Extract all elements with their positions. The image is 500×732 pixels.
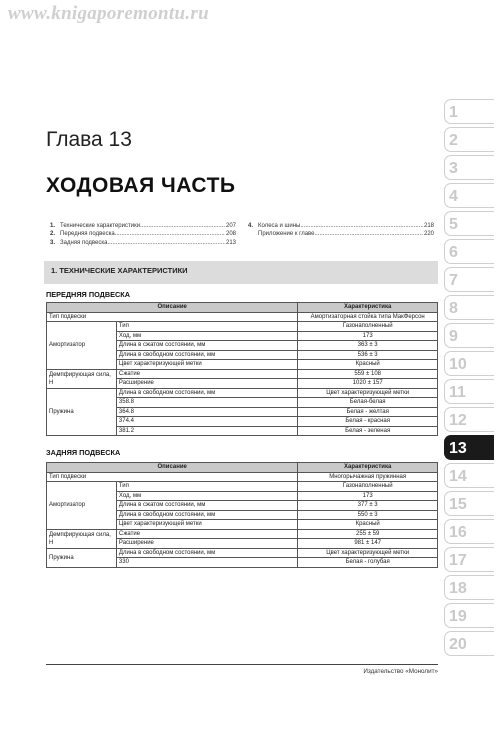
table-row: [47, 322, 438, 332]
table-row: [47, 548, 438, 558]
table-cell-desc: Сжатие: [116, 529, 297, 539]
chapter-tab-10[interactable]: 10: [444, 351, 494, 376]
section-header-bar: [44, 261, 438, 284]
table-cell-value: 363 ± 3: [298, 341, 438, 351]
table-cell-value: 550 ± 3: [298, 510, 438, 520]
section-title: 1. ТЕХНИЧЕСКИЕ ХАРАКТЕРИСТИКИ: [51, 266, 188, 275]
watermark-text: www.knigaporemontu.ru: [8, 3, 209, 24]
table-cell-value: 981 ± 147: [298, 539, 438, 549]
chapter-tab-18[interactable]: 18: [444, 575, 494, 600]
chapter-tab-11[interactable]: 11: [444, 379, 494, 404]
chapter-tab-9[interactable]: 9: [444, 323, 494, 348]
toc-number: 3.: [50, 239, 56, 246]
rear-suspension-table: [46, 462, 438, 568]
front-suspension-table: [46, 302, 438, 436]
toc-label: Технические характеристики: [60, 223, 141, 229]
table-cell-label: Тип подвески: [47, 472, 298, 482]
table-cell-label: Тип подвески: [47, 312, 298, 322]
table-cell-value: Газонаполненный: [298, 322, 438, 332]
table-cell-desc: 358.8: [116, 398, 297, 408]
front-suspension-heading: ПЕРЕДНЯЯ ПОДВЕСКА: [46, 290, 130, 299]
table-row: [47, 472, 438, 482]
table-cell-desc: Длина в свободном состоянии, мм: [116, 350, 297, 360]
group-label-shock-absorber: Амортизатор: [47, 322, 117, 370]
table-row: [47, 388, 438, 398]
toc-page: 213: [225, 239, 236, 246]
table-cell-value: Красный: [298, 360, 438, 370]
toc-label: Передняя подвеска: [60, 231, 115, 238]
table-cell-desc: 364.8: [116, 407, 297, 417]
table-cell-value: Белая - зеленая: [298, 426, 438, 436]
table-cell-value: 377 ± 3: [298, 501, 438, 511]
table-cell-desc: 374.4: [116, 417, 297, 427]
table-row: [47, 369, 438, 379]
toc-leader: [107, 239, 225, 247]
toc-page: 218: [423, 223, 434, 229]
column-header-characteristic: Характеристика: [298, 463, 438, 473]
table-cell-desc: Длина в свободном состоянии, мм: [116, 548, 297, 558]
table-of-contents-right: [248, 222, 434, 239]
table-cell-desc: Цвет характеризующей метки: [116, 520, 297, 530]
group-label-spring: Пружина: [47, 548, 117, 567]
footer-divider: [46, 664, 438, 665]
chapter-tab-16[interactable]: 16: [444, 519, 494, 544]
group-label-damping-force: Демпфирующая сила, Н: [47, 369, 117, 388]
table-cell-desc: Сжатие: [116, 369, 297, 379]
table-cell-desc: Тип: [116, 322, 297, 332]
table-cell-value: 559 ± 108: [298, 369, 438, 379]
table-cell-value: Белая - желтая: [298, 407, 438, 417]
toc-entry[interactable]: [248, 222, 434, 230]
table-cell-value: Цвет характеризующей метки: [298, 388, 438, 398]
toc-leader: [115, 230, 225, 238]
chapter-tab-5[interactable]: 5: [444, 211, 494, 236]
rear-suspension-heading: ЗАДНЯЯ ПОДВЕСКА: [46, 448, 121, 457]
group-label-damping-force: Демпфирующая сила, Н: [47, 529, 117, 548]
chapter-tab-2[interactable]: 2: [444, 127, 494, 152]
table-of-contents-left: [50, 222, 236, 247]
toc-label: Приложение к главе: [258, 231, 315, 238]
chapter-tabs: [444, 99, 494, 659]
toc-leader: [315, 230, 423, 238]
toc-leader: [140, 222, 225, 230]
table-header-row: [47, 463, 438, 473]
chapter-title: ХОДОВАЯ ЧАСТЬ: [46, 174, 236, 197]
table-cell-value: 536 ± 3: [298, 350, 438, 360]
table-cell-value: Белая-белая: [298, 398, 438, 408]
column-header-description: Описание: [47, 463, 298, 473]
chapter-tab-8[interactable]: 8: [444, 295, 494, 320]
group-label-shock-absorber: Амортизатор: [47, 482, 117, 530]
chapter-tab-19[interactable]: 19: [444, 603, 494, 628]
toc-number: 1.: [50, 223, 56, 229]
chapter-tab-20[interactable]: 20: [444, 631, 494, 656]
chapter-tab-17[interactable]: 17: [444, 547, 494, 572]
table-cell-desc: Длина в свободном состоянии, мм: [116, 388, 297, 398]
table-cell-value: Белая - голубая: [298, 558, 438, 568]
table-cell-value: Красный: [298, 520, 438, 530]
chapter-tab-3[interactable]: 3: [444, 155, 494, 180]
chapter-tab-14[interactable]: 14: [444, 463, 494, 488]
chapter-tab-12[interactable]: 12: [444, 407, 494, 432]
table-cell-value: Цвет характеризующей метки: [298, 548, 438, 558]
chapter-tab-1[interactable]: 1: [444, 99, 494, 124]
table-row: [47, 312, 438, 322]
column-header-characteristic: Характеристика: [298, 303, 438, 313]
chapter-tab-15[interactable]: 15: [444, 491, 494, 516]
table-cell-value: 1020 ± 157: [298, 379, 438, 389]
chapter-number: Глава 13: [46, 128, 132, 151]
toc-page: 220: [423, 231, 434, 238]
toc-entry[interactable]: [50, 239, 236, 247]
table-header-row: [47, 303, 438, 313]
toc-label: Колеса и шины: [258, 223, 301, 229]
group-label-spring: Пружина: [47, 388, 117, 436]
column-header-description: Описание: [47, 303, 298, 313]
table-cell-value: 255 ± 59: [298, 529, 438, 539]
toc-number: 4.: [248, 223, 254, 229]
table-cell-desc: Ход, мм: [116, 491, 297, 501]
table-cell-value: Многорычажная пружинная: [298, 472, 438, 482]
table-row: [47, 482, 438, 492]
publisher-footer: Издательство «Монолит»: [363, 668, 438, 675]
table-cell-value: Белая - красная: [298, 417, 438, 427]
toc-entry[interactable]: [50, 230, 236, 238]
table-cell-desc: 330: [116, 558, 297, 568]
chapter-tab-6[interactable]: 6: [444, 239, 494, 264]
table-cell-desc: Длина в сжатом состоянии, мм: [116, 501, 297, 511]
chapter-tab-7[interactable]: 7: [444, 267, 494, 292]
table-cell-desc: Тип: [116, 482, 297, 492]
table-cell-desc: Цвет характеризующей метки: [116, 360, 297, 370]
chapter-tab-4[interactable]: 4: [444, 183, 494, 208]
table-cell-desc: Расширение: [116, 539, 297, 549]
toc-leader: [300, 222, 423, 230]
toc-entry[interactable]: [50, 222, 236, 230]
table-cell-value: Газонаполненный: [298, 482, 438, 492]
table-cell-desc: Расширение: [116, 379, 297, 389]
table-cell-desc: Длина в свободном состоянии, мм: [116, 510, 297, 520]
toc-entry[interactable]: [248, 230, 434, 238]
table-cell-value: 173: [298, 491, 438, 501]
toc-number: 2.: [50, 231, 56, 238]
table-cell-desc: Ход, мм: [116, 331, 297, 341]
table-cell-desc: Длина в сжатом состоянии, мм: [116, 341, 297, 351]
chapter-tab-13-active[interactable]: 13: [444, 435, 494, 460]
table-cell-desc: 381.2: [116, 426, 297, 436]
table-row: [47, 529, 438, 539]
toc-label: Задняя подвеска: [60, 239, 108, 246]
table-cell-value: Амортизаторная стойка типа МакФерсон: [298, 312, 438, 322]
toc-page: 207: [225, 223, 236, 229]
toc-page: 208: [225, 231, 236, 238]
table-cell-value: 173: [298, 331, 438, 341]
